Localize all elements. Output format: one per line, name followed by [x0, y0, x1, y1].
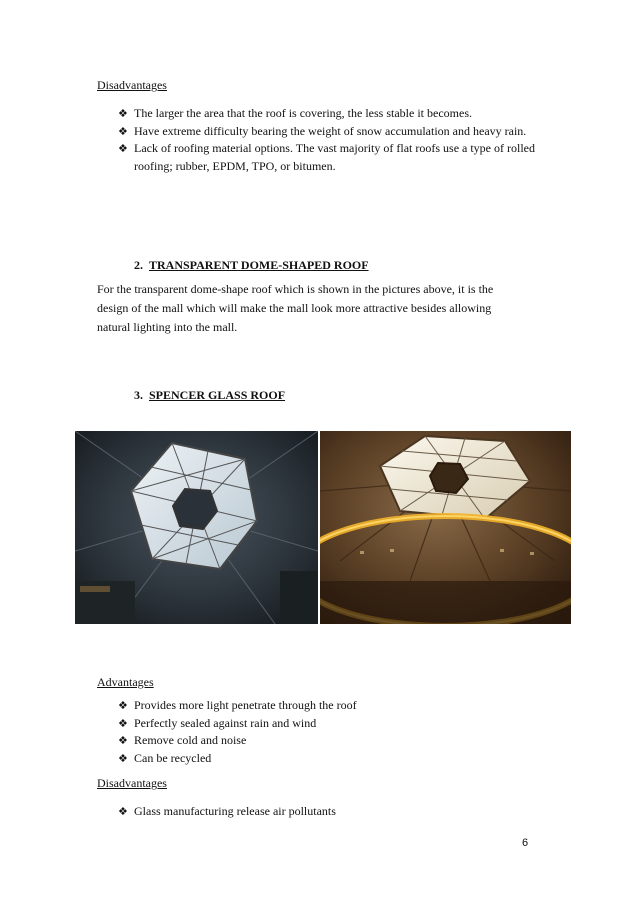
diamond-bullet-icon: ❖	[118, 734, 128, 747]
diamond-bullet-icon: ❖	[118, 805, 128, 818]
dome-roof-paragraph: For the transparent dome-shape roof which is shown in the pictures above, it is the design of the mall which will make the mall look more attractive besides allowing natural lighting into the mall.	[97, 282, 494, 334]
list-item: ❖ Perfectly sealed against rain and wind	[118, 715, 538, 733]
dome-image-left	[75, 431, 318, 624]
section-number: 2.	[134, 258, 143, 272]
disadvantages-list	[118, 803, 538, 821]
section-title: SPENCER GLASS ROOF	[149, 388, 286, 402]
list-item: ❖ Lack of roofing material options. The vast majority of flat roofs use a type of rolled roofing; rubber, EPDM, TPO, or bitumen.	[118, 141, 535, 173]
section-heading-spencer-roof	[134, 388, 285, 403]
section-title: TRANSPARENT DOME-SHAPED ROOF	[149, 258, 369, 272]
section-number: 3.	[134, 388, 143, 402]
advantages-list	[118, 697, 538, 767]
glass-dome-photo-left	[75, 431, 318, 624]
diamond-bullet-icon: ❖	[118, 699, 128, 712]
diamond-bullet-icon: ❖	[118, 142, 128, 155]
list-item: ❖ Provides more light penetrate through the roof	[118, 697, 538, 715]
diamond-bullet-icon: ❖	[118, 716, 128, 730]
glass-dome-photo-right	[320, 431, 571, 624]
diamond-bullet-icon: ❖	[118, 107, 128, 120]
diamond-bullet-icon: ❖	[118, 751, 128, 765]
list-item: ❖ Can be recycled	[118, 750, 538, 768]
disadvantages-heading: Disadvantages	[97, 78, 167, 92]
disadvantages-list	[118, 105, 538, 175]
list-item: ❖ The larger the area that the roof is covering, the less stable it becomes.	[118, 105, 538, 123]
page-number: 6	[522, 837, 529, 849]
list-item: ❖ Remove cold and noise	[118, 732, 538, 750]
diamond-bullet-icon: ❖	[118, 124, 128, 138]
advantages-heading: Advantages	[97, 675, 154, 689]
list-item: ❖ Glass manufacturing release air pollutants	[118, 803, 538, 821]
section-heading-dome-roof	[134, 258, 369, 273]
disadvantages-heading: Disadvantages	[97, 776, 167, 790]
dome-image-right	[320, 431, 571, 624]
list-item: ❖ Have extreme difficulty bearing the weight of snow accumulation and heavy rain.	[118, 123, 538, 141]
